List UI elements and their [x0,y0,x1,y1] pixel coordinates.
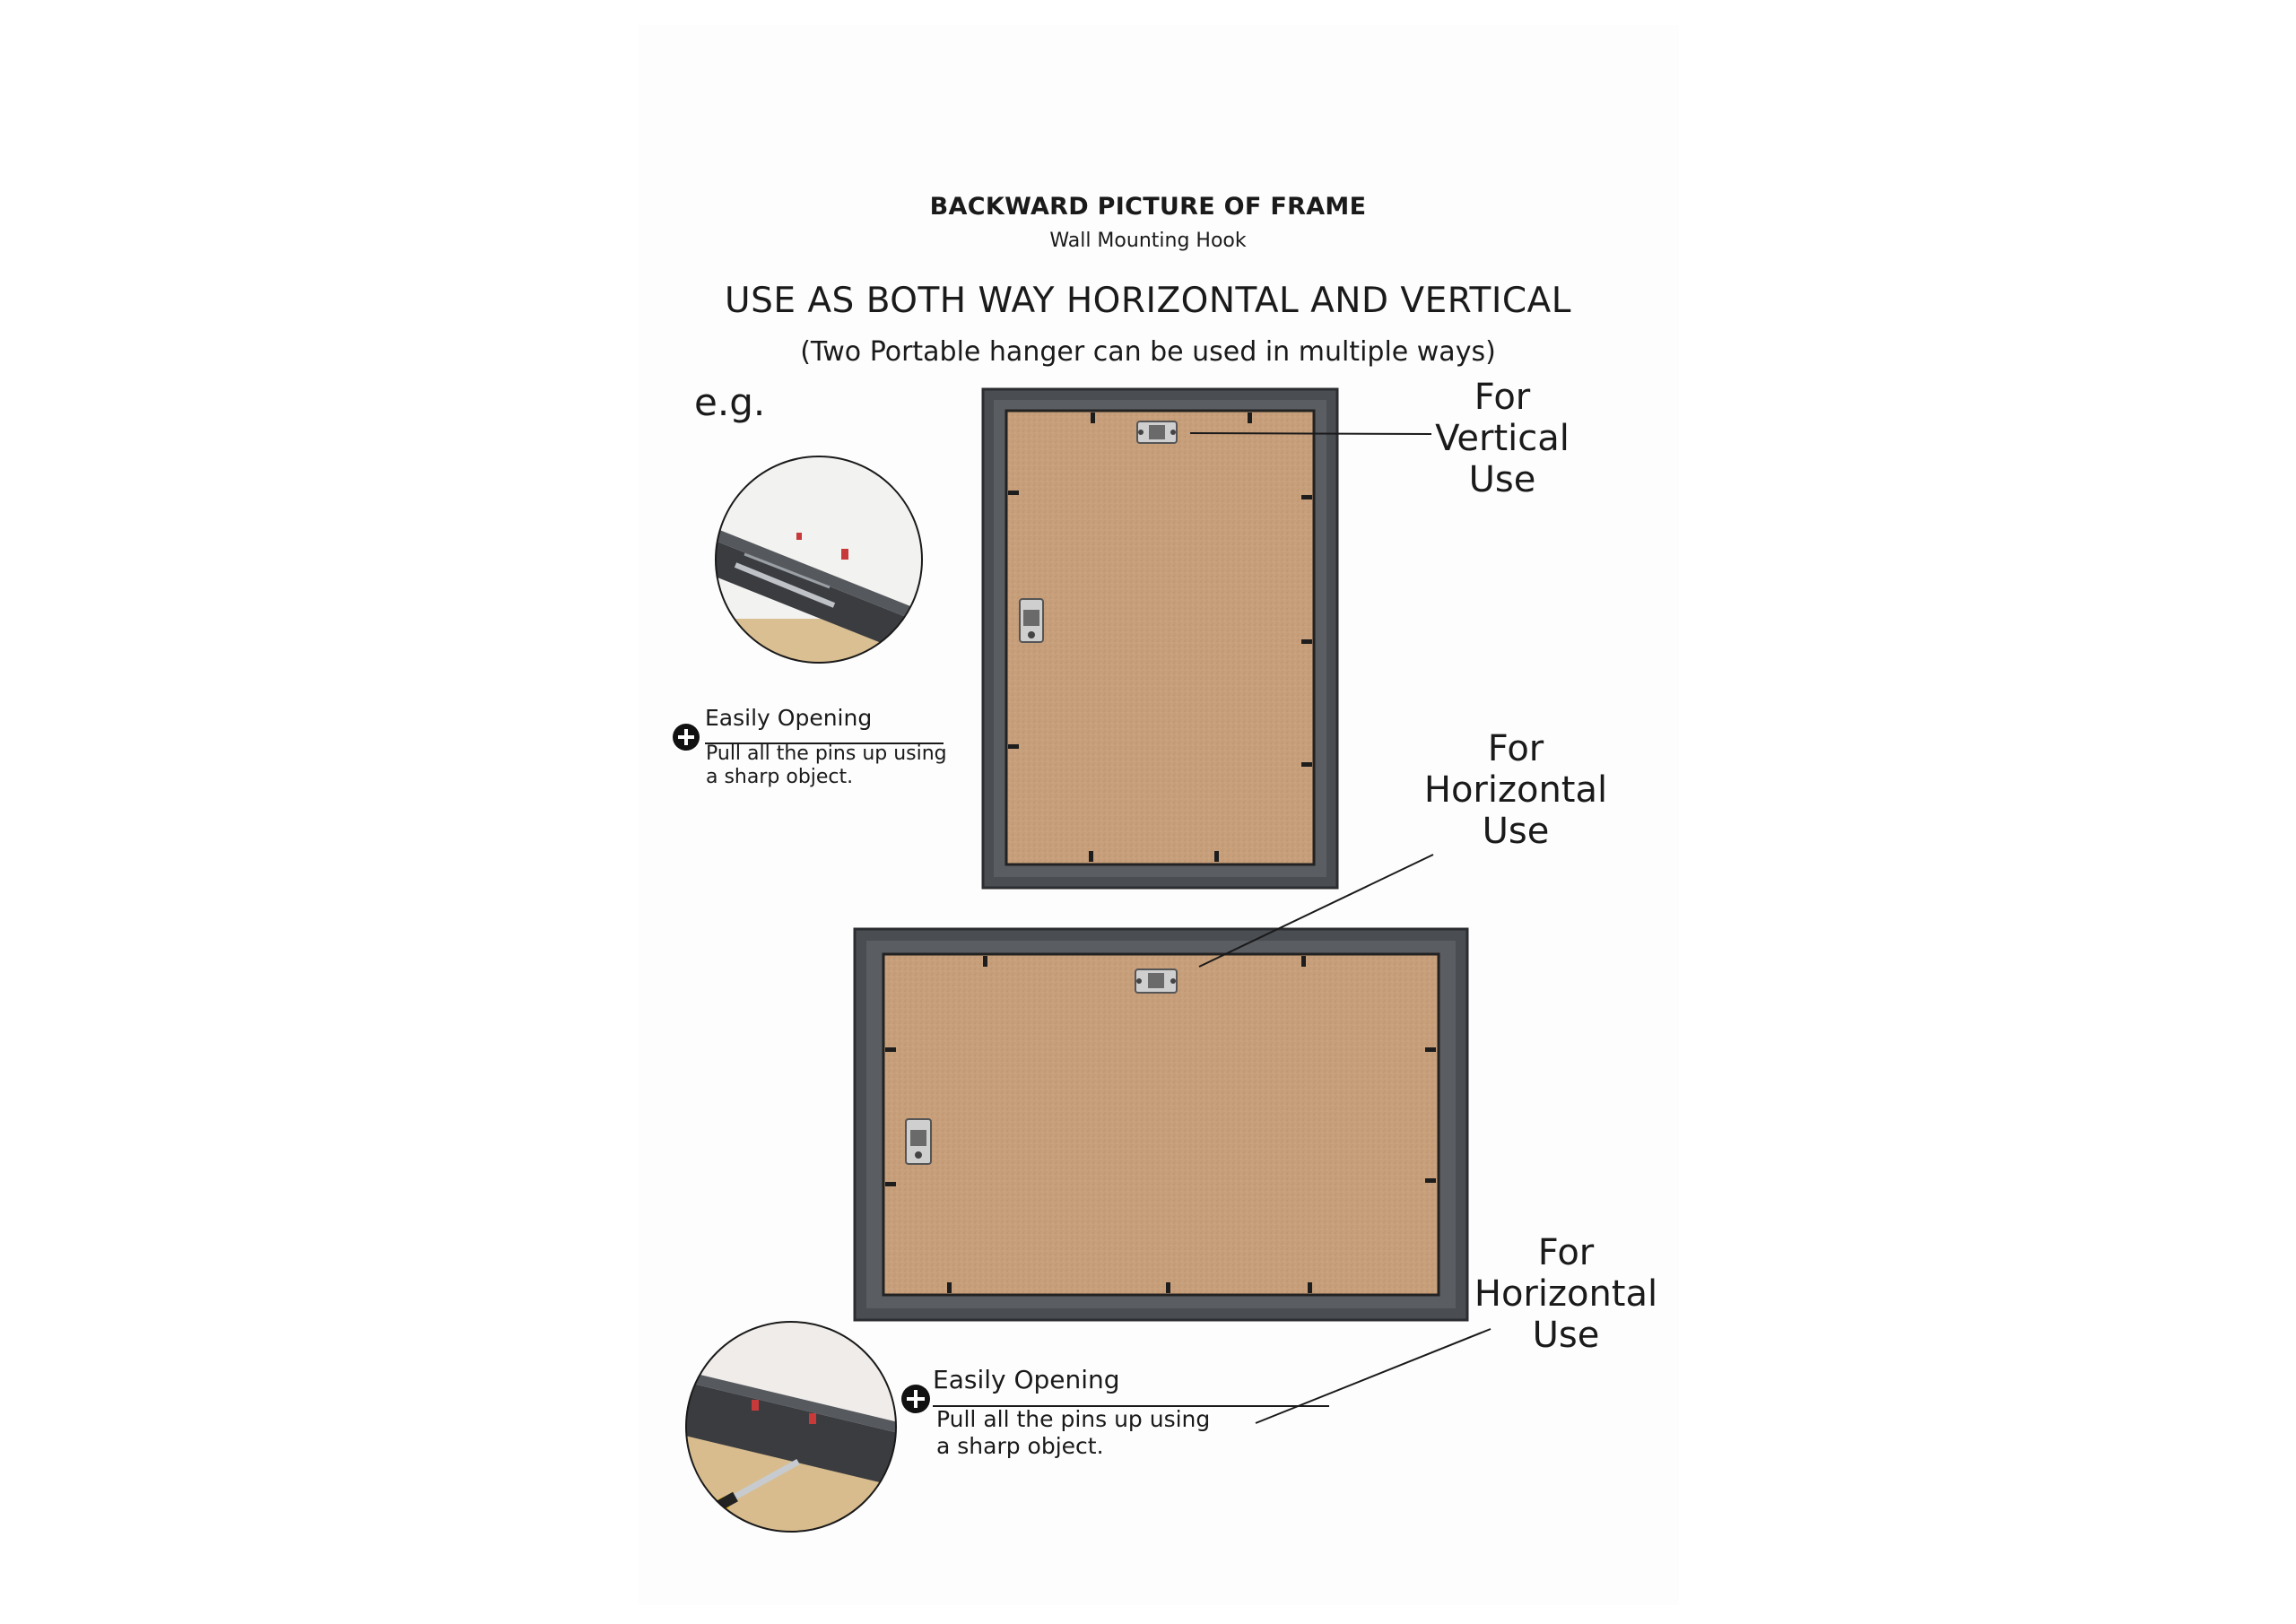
tip-body: Pull all the pins up using [706,743,947,765]
callout-line: Vertical [1435,418,1570,459]
example-label: e.g. [694,380,766,424]
headline: USE AS BOTH WAY HORIZONTAL AND VERTICAL [725,281,1571,321]
detail-photo-1 [709,453,933,668]
header-title: BACKWARD PICTURE OF FRAME [929,193,1367,221]
callout-line: For [1487,728,1544,769]
wall-hook-icon [1137,421,1177,443]
callout-horizontal-use [1417,728,1614,852]
plus-circle-icon [673,724,700,751]
callout-line: For [1474,377,1531,418]
callout-line: Horizontal [1423,769,1608,811]
headline-subtitle: (Two Portable hanger can be used in multiple ways) [800,336,1496,368]
callout-line: Use [1532,1315,1600,1356]
wall-hook-icon [906,1119,931,1164]
tip-title: Easily Opening [705,705,873,731]
callout-line: Use [1468,459,1536,500]
tip-body: a sharp object. [936,1433,1104,1459]
tip-body: a sharp object. [706,766,854,788]
callout-line: For [1537,1232,1595,1273]
tip-body: Pull all the pins up using [936,1406,1211,1432]
callout-horizontal-use-bottom [1467,1232,1665,1356]
callout-line: Use [1482,811,1550,852]
header-subtitle: Wall Mounting Hook [1049,230,1247,252]
callout-vertical-use [1426,377,1578,500]
tip-title: Easily Opening [933,1365,1120,1394]
callout-line: Horizontal [1474,1273,1658,1315]
detail-photo-2 [682,1318,906,1533]
wall-hook-icon [1020,599,1043,642]
wall-hook-icon [1135,969,1177,993]
plus-circle-icon [901,1385,930,1413]
